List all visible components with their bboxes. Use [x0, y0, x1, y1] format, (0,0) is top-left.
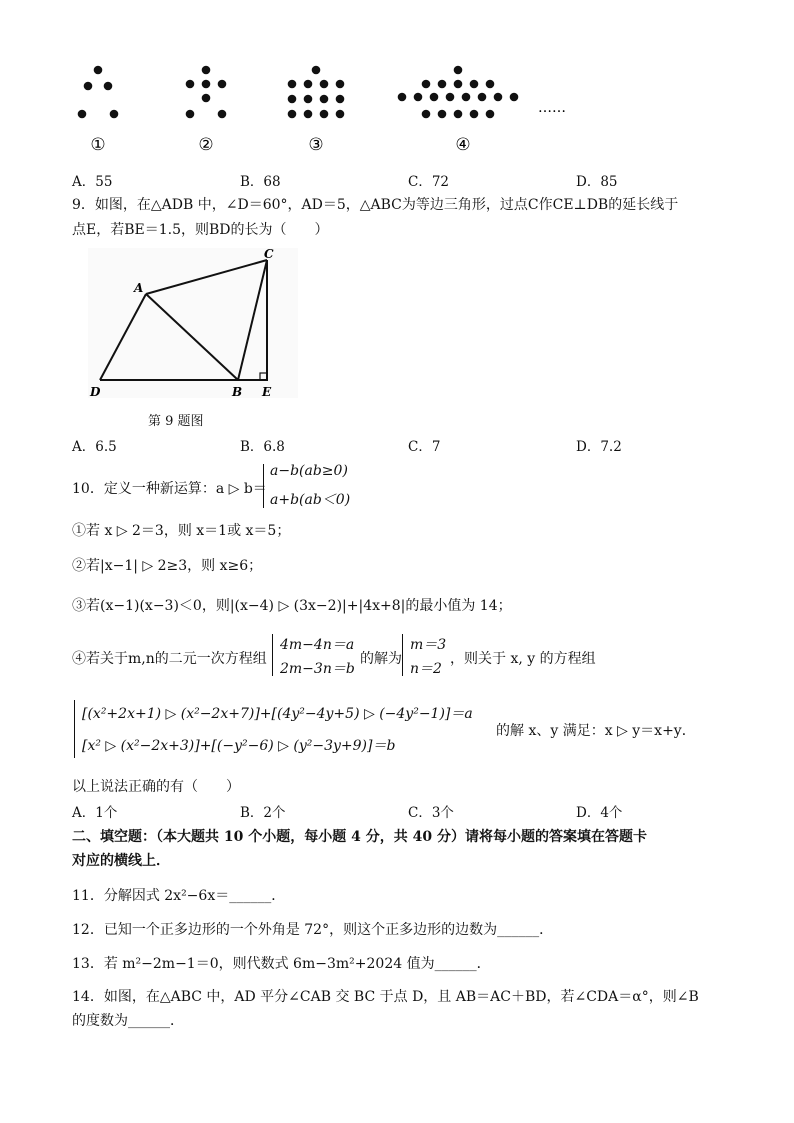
q8-option-a[interactable]: A．55	[72, 174, 113, 190]
pattern-dot	[422, 110, 431, 119]
q14-line1: 14．如图，在△ABC 中，AD 平分∠CAB 交 BC 于点 D，且 AB＝AC＋BD，若∠CDA＝α°，则∠B	[72, 989, 699, 1005]
pattern-dot	[218, 80, 227, 89]
q10-ask: 以上说法正确的有（ ）	[72, 779, 240, 795]
section-2-heading-line1: 二、填空题：（本大题共 10 个小题，每小题 4 分，共 40 分）请将每小题的答案填在答题卡	[72, 829, 647, 845]
q10-case-2: a+b(ab＜0)	[270, 492, 351, 508]
pattern-dot	[186, 80, 195, 89]
q13-text: 13．若 m²−2m−1＝0，则代数式 6m−3m²+2024 值为______．	[72, 956, 491, 972]
pattern-dot	[78, 110, 87, 119]
q10-equation-2: [x² ▷ (x²−2x+3)]+[(−y²−6) ▷ (y²−3y+9)]＝b	[82, 738, 396, 754]
q10-option-b[interactable]: B．2个	[240, 805, 286, 821]
pattern-dot	[304, 110, 313, 119]
q10-solution-m: m＝3	[410, 637, 447, 653]
pattern-dot	[486, 110, 495, 119]
q10-equation-brace	[74, 700, 75, 758]
pattern-dot	[312, 66, 321, 75]
pattern-dot	[430, 93, 439, 102]
figure-label-4: ④	[455, 135, 471, 155]
q10-system-brace	[272, 634, 273, 676]
q9-triangle-figure	[86, 246, 306, 406]
pattern-dot	[446, 93, 455, 102]
q10-option-c[interactable]: C．3个	[408, 805, 454, 821]
q9-figure-caption: 第 9 题图	[148, 414, 204, 429]
q8-option-d[interactable]: D．85	[576, 174, 618, 190]
pattern-dot	[454, 110, 463, 119]
figure-label-2: ②	[198, 135, 214, 155]
point-label-b: B	[232, 385, 243, 399]
q9-option-b[interactable]: B．6.8	[240, 439, 285, 455]
pattern-dot	[104, 82, 113, 91]
q10-statement-4-post: ，则关于 x, y 的方程组	[450, 651, 596, 667]
pattern-dot	[304, 80, 313, 89]
point-label-e: E	[262, 385, 272, 399]
pattern-dot	[94, 66, 103, 75]
pattern-dot	[454, 66, 463, 75]
pattern-dot	[438, 80, 447, 89]
pattern-dot	[510, 93, 519, 102]
pattern-dot	[336, 80, 345, 89]
q10-statement-4-mid: 的解为	[360, 651, 402, 667]
q9-option-c[interactable]: C．7	[408, 439, 441, 455]
pattern-dot	[288, 110, 297, 119]
q10-statement-4-pre: ④若关于m,n的二元一次方程组	[72, 651, 267, 667]
pattern-dot	[288, 95, 297, 104]
q10-option-d[interactable]: D．4个	[576, 805, 623, 821]
q9-stem-line1: 9．如图，在△ADB 中，∠D＝60°，AD＝5，△ABC为等边三角形，过点C作CE⊥DB的延长线于	[72, 197, 679, 213]
point-label-c: C	[264, 247, 274, 261]
q10-statement-1: ①若 x ▷ 2＝3，则 x＝1或 x＝5；	[72, 523, 291, 539]
pattern-dot	[422, 80, 431, 89]
pattern-dot	[486, 80, 495, 89]
pattern-dot	[202, 66, 211, 75]
figure-label-3: ③	[308, 135, 324, 155]
pattern-dot	[398, 93, 407, 102]
pattern-dot	[438, 110, 447, 119]
q8-option-c[interactable]: C．72	[408, 174, 450, 190]
pattern-ellipsis: ……	[538, 100, 566, 116]
q10-statement-3: ③若(x−1)(x−3)＜0，则|(x−4) ▷ (3x−2)|+|4x+8|的最小值为 14；	[72, 598, 512, 614]
pattern-dot	[186, 110, 195, 119]
pattern-dot	[414, 93, 423, 102]
q10-case-1: a−b(ab≥0)	[270, 463, 348, 479]
q10-solution-brace	[402, 634, 403, 676]
q9-option-d[interactable]: D．7.2	[576, 439, 622, 455]
pattern-dot	[288, 80, 297, 89]
pattern-dot	[202, 80, 211, 89]
pattern-dot	[304, 95, 313, 104]
pattern-dot	[218, 110, 227, 119]
q10-intro: 10．定义一种新运算：a ▷ b＝	[72, 481, 267, 497]
pattern-dot	[470, 80, 479, 89]
q10-solution-n: n＝2	[410, 661, 442, 677]
q8-option-b[interactable]: B．68	[240, 174, 281, 190]
dot-pattern-figure	[60, 58, 600, 168]
q10-equation-1: [(x²+2x+1) ▷ (x²−2x+7)]+[(4y²−4y+5) ▷ (−4y²−1)]＝a	[82, 706, 473, 722]
q12-text: 12．已知一个正多边形的一个外角是 72°，则这个正多边形的边数为______．	[72, 922, 554, 938]
pattern-dot	[320, 80, 329, 89]
q10-system-eq2: 2m−3n＝b	[280, 661, 355, 677]
q10-case-brace	[263, 464, 264, 508]
q9-option-a[interactable]: A．6.5	[72, 439, 117, 455]
pattern-dot	[320, 110, 329, 119]
point-label-a: A	[134, 281, 144, 295]
pattern-dot	[320, 95, 329, 104]
pattern-dot	[110, 110, 119, 119]
q10-statement-2: ②若|x−1| ▷ 2≥3，则 x≥6；	[72, 558, 263, 574]
pattern-dot	[454, 80, 463, 89]
pattern-dot	[478, 93, 487, 102]
q11-text: 11．分解因式 2x²−6x＝______．	[72, 888, 286, 904]
pattern-dot	[336, 110, 345, 119]
q14-line2: 的度数为______．	[72, 1013, 184, 1029]
pattern-dot	[336, 95, 345, 104]
q10-statement-4-tail: 的解 x、y 满足：x ▷ y＝x+y．	[496, 723, 696, 739]
pattern-dot	[84, 82, 93, 91]
point-label-d: D	[90, 385, 101, 399]
q9-stem-line2: 点E，若BE＝1.5，则BD的长为（ ）	[72, 222, 329, 238]
pattern-dot	[202, 94, 211, 103]
section-2-heading-line2: 对应的横线上．	[72, 853, 170, 869]
pattern-dot	[470, 110, 479, 119]
q10-option-a[interactable]: A．1个	[72, 805, 118, 821]
q10-system-eq1: 4m−4n＝a	[280, 637, 355, 653]
pattern-dot	[494, 93, 503, 102]
figure-label-1: ①	[90, 135, 106, 155]
pattern-dot	[462, 93, 471, 102]
